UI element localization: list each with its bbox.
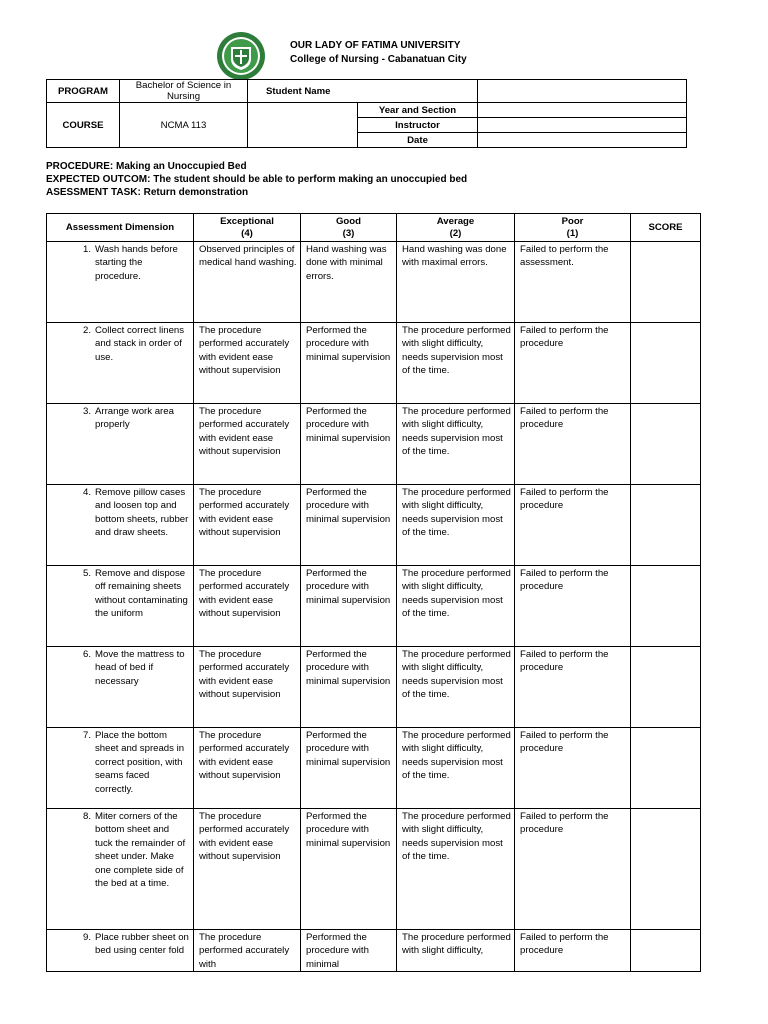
- average-cell: The procedure performed with slight difficulty, needs supervision most of the time.: [397, 485, 515, 566]
- header-average-label: Average: [436, 215, 475, 227]
- poor-cell: Failed to perform the procedure: [515, 404, 631, 485]
- score-cell[interactable]: [631, 485, 701, 566]
- good-cell: Performed the procedure with minimal supervision: [301, 647, 397, 728]
- score-cell[interactable]: [631, 242, 701, 323]
- average-cell: The procedure performed with slight difficulty, needs supervision most of the time.: [397, 728, 515, 809]
- good-cell: Performed the procedure with minimal: [301, 930, 397, 972]
- header-poor-score: (1): [566, 227, 579, 239]
- instructor-field[interactable]: [478, 118, 687, 133]
- score-cell[interactable]: [631, 566, 701, 647]
- exceptional-cell: The procedure performed accurately with evident ease without supervision: [194, 728, 301, 809]
- good-cell: Performed the procedure with minimal supervision: [301, 485, 397, 566]
- header-exceptional-score: (4): [241, 227, 253, 239]
- program-value: Bachelor of Science in Nursing: [120, 80, 248, 103]
- exceptional-cell: The procedure performed accurately with evident ease without supervision: [194, 485, 301, 566]
- score-cell[interactable]: [631, 404, 701, 485]
- score-cell[interactable]: [631, 728, 701, 809]
- exceptional-cell: Observed principles of medical hand washing.: [194, 242, 301, 323]
- exceptional-cell: The procedure performed accurately with evident ease without supervision: [194, 566, 301, 647]
- dimension-cell: [47, 809, 194, 930]
- good-cell: Hand washing was done with minimal errors.: [301, 242, 397, 323]
- table-row: [47, 809, 701, 930]
- exceptional-cell: The procedure performed accurately with evident ease without supervision: [194, 323, 301, 404]
- dimension-cell: [47, 728, 194, 809]
- dimension-cell: [47, 930, 194, 972]
- dimension-text: Wash hands before starting the procedure.: [95, 244, 178, 282]
- header-score: SCORE: [631, 214, 701, 242]
- row-number: 1.: [82, 244, 91, 255]
- student-name-field[interactable]: [478, 80, 687, 103]
- average-cell: Hand washing was done with maximal errors.: [397, 242, 515, 323]
- procedure-line: PROCEDURE: Making an Unoccupied Bed: [46, 161, 247, 172]
- header-good-score: (3): [342, 227, 355, 239]
- table-row: [47, 647, 701, 728]
- table-row: [47, 728, 701, 809]
- year-section-label: Year and Section: [358, 103, 478, 118]
- row-number: 8.: [82, 811, 91, 822]
- header-average: [397, 214, 515, 242]
- dimension-cell: [47, 242, 194, 323]
- dimension-cell: [47, 404, 194, 485]
- poor-cell: Failed to perform the procedure: [515, 930, 631, 972]
- expected-outcome-line: EXPECTED OUTCOM: The student should be able to perform making an unoccupied bed: [46, 174, 468, 185]
- good-cell: Performed the procedure with minimal supervision: [301, 566, 397, 647]
- score-cell[interactable]: [631, 930, 701, 972]
- dimension-text: Miter corners of the bottom sheet and tuck the remainder of sheet under. Make one complete side of the bed at a time.: [95, 811, 186, 890]
- good-cell: Performed the procedure with minimal supervision: [301, 728, 397, 809]
- poor-cell: Failed to perform the procedure: [515, 485, 631, 566]
- header-dimension: Assessment Dimension: [47, 214, 194, 242]
- dimension-cell: [47, 647, 194, 728]
- row-number: 5.: [82, 568, 91, 579]
- assessment-task-line: ASESSMENT TASK: Return demonstration: [46, 187, 249, 198]
- row-number: 3.: [82, 406, 91, 417]
- exceptional-cell: The procedure performed accurately with evident ease without supervision: [194, 647, 301, 728]
- table-row: [47, 566, 701, 647]
- row-number: 7.: [82, 730, 91, 741]
- average-cell: The procedure performed with slight difficulty, needs supervision most of the time.: [397, 809, 515, 930]
- good-cell: Performed the procedure with minimal supervision: [301, 404, 397, 485]
- poor-cell: Failed to perform the procedure: [515, 728, 631, 809]
- dimension-text: Move the mattress to head of bed if necessary: [95, 649, 185, 687]
- date-field[interactable]: [478, 133, 687, 148]
- dimension-cell: [47, 485, 194, 566]
- header-good-label: Good: [335, 215, 362, 227]
- poor-cell: Failed to perform the procedure: [515, 566, 631, 647]
- average-cell: The procedure performed with slight difficulty, needs supervision most of the time.: [397, 404, 515, 485]
- dimension-cell: [47, 323, 194, 404]
- course-label: COURSE: [47, 103, 120, 148]
- university-name: OUR LADY OF FATIMA UNIVERSITY: [290, 40, 461, 51]
- exceptional-cell: The procedure performed accurately with: [194, 930, 301, 972]
- good-cell: Performed the procedure with minimal supervision: [301, 809, 397, 930]
- table-row: [47, 242, 701, 323]
- poor-cell: Failed to perform the procedure: [515, 323, 631, 404]
- header-exceptional: [194, 214, 301, 242]
- date-label: Date: [358, 133, 478, 148]
- score-cell[interactable]: [631, 647, 701, 728]
- student-info-table: [46, 79, 687, 148]
- dimension-text: Place the bottom sheet and spreads in correct position, with seams faced correctly.: [95, 730, 185, 795]
- dimension-text: Remove pillow cases and loosen top and bottom sheets, rubber and draw sheets.: [95, 487, 189, 539]
- average-cell: The procedure performed with slight difficulty, needs supervision most of the time.: [397, 647, 515, 728]
- row-number: 6.: [82, 649, 91, 660]
- blank-cell: [248, 103, 358, 148]
- dimension-text: Place rubber sheet on bed using center fold: [95, 932, 189, 957]
- table-row: [47, 485, 701, 566]
- row-number: 9.: [82, 932, 91, 943]
- header-poor-label: Poor: [561, 215, 584, 227]
- course-value: NCMA 113: [120, 103, 248, 148]
- good-cell: Performed the procedure with minimal supervision: [301, 323, 397, 404]
- dimension-cell: [47, 566, 194, 647]
- university-seal-logo: [216, 31, 266, 81]
- exceptional-cell: The procedure performed accurately with evident ease without supervision: [194, 809, 301, 930]
- dimension-text: Arrange work area properly: [95, 406, 174, 431]
- average-cell: The procedure performed with slight difficulty,: [397, 930, 515, 972]
- program-label: PROGRAM: [47, 80, 120, 103]
- student-name-label: Student Name: [248, 80, 478, 103]
- college-name: College of Nursing - Cabanatuan City: [290, 54, 467, 65]
- table-row: [47, 404, 701, 485]
- poor-cell: Failed to perform the procedure: [515, 809, 631, 930]
- header-average-score: (2): [449, 227, 462, 239]
- dimension-text: Remove and dispose off remaining sheets without contaminating the uniform: [95, 568, 188, 620]
- poor-cell: Failed to perform the assessment.: [515, 242, 631, 323]
- average-cell: The procedure performed with slight difficulty, needs supervision most of the time.: [397, 323, 515, 404]
- header-good: [301, 214, 397, 242]
- poor-cell: Failed to perform the procedure: [515, 647, 631, 728]
- table-row: [47, 930, 701, 972]
- score-cell[interactable]: [631, 323, 701, 404]
- score-cell[interactable]: [631, 809, 701, 930]
- header-exceptional-label: Exceptional: [220, 215, 274, 227]
- rubric-table: [46, 213, 701, 972]
- table-row: [47, 323, 701, 404]
- row-number: 2.: [82, 325, 91, 336]
- exceptional-cell: The procedure performed accurately with evident ease without supervision: [194, 404, 301, 485]
- dimension-text: Collect correct linens and stack in order of use.: [95, 325, 185, 363]
- header-poor: [515, 214, 631, 242]
- average-cell: The procedure performed with slight difficulty, needs supervision most of the time.: [397, 566, 515, 647]
- year-section-field[interactable]: [478, 103, 687, 118]
- row-number: 4.: [82, 487, 91, 498]
- instructor-label: Instructor: [358, 118, 478, 133]
